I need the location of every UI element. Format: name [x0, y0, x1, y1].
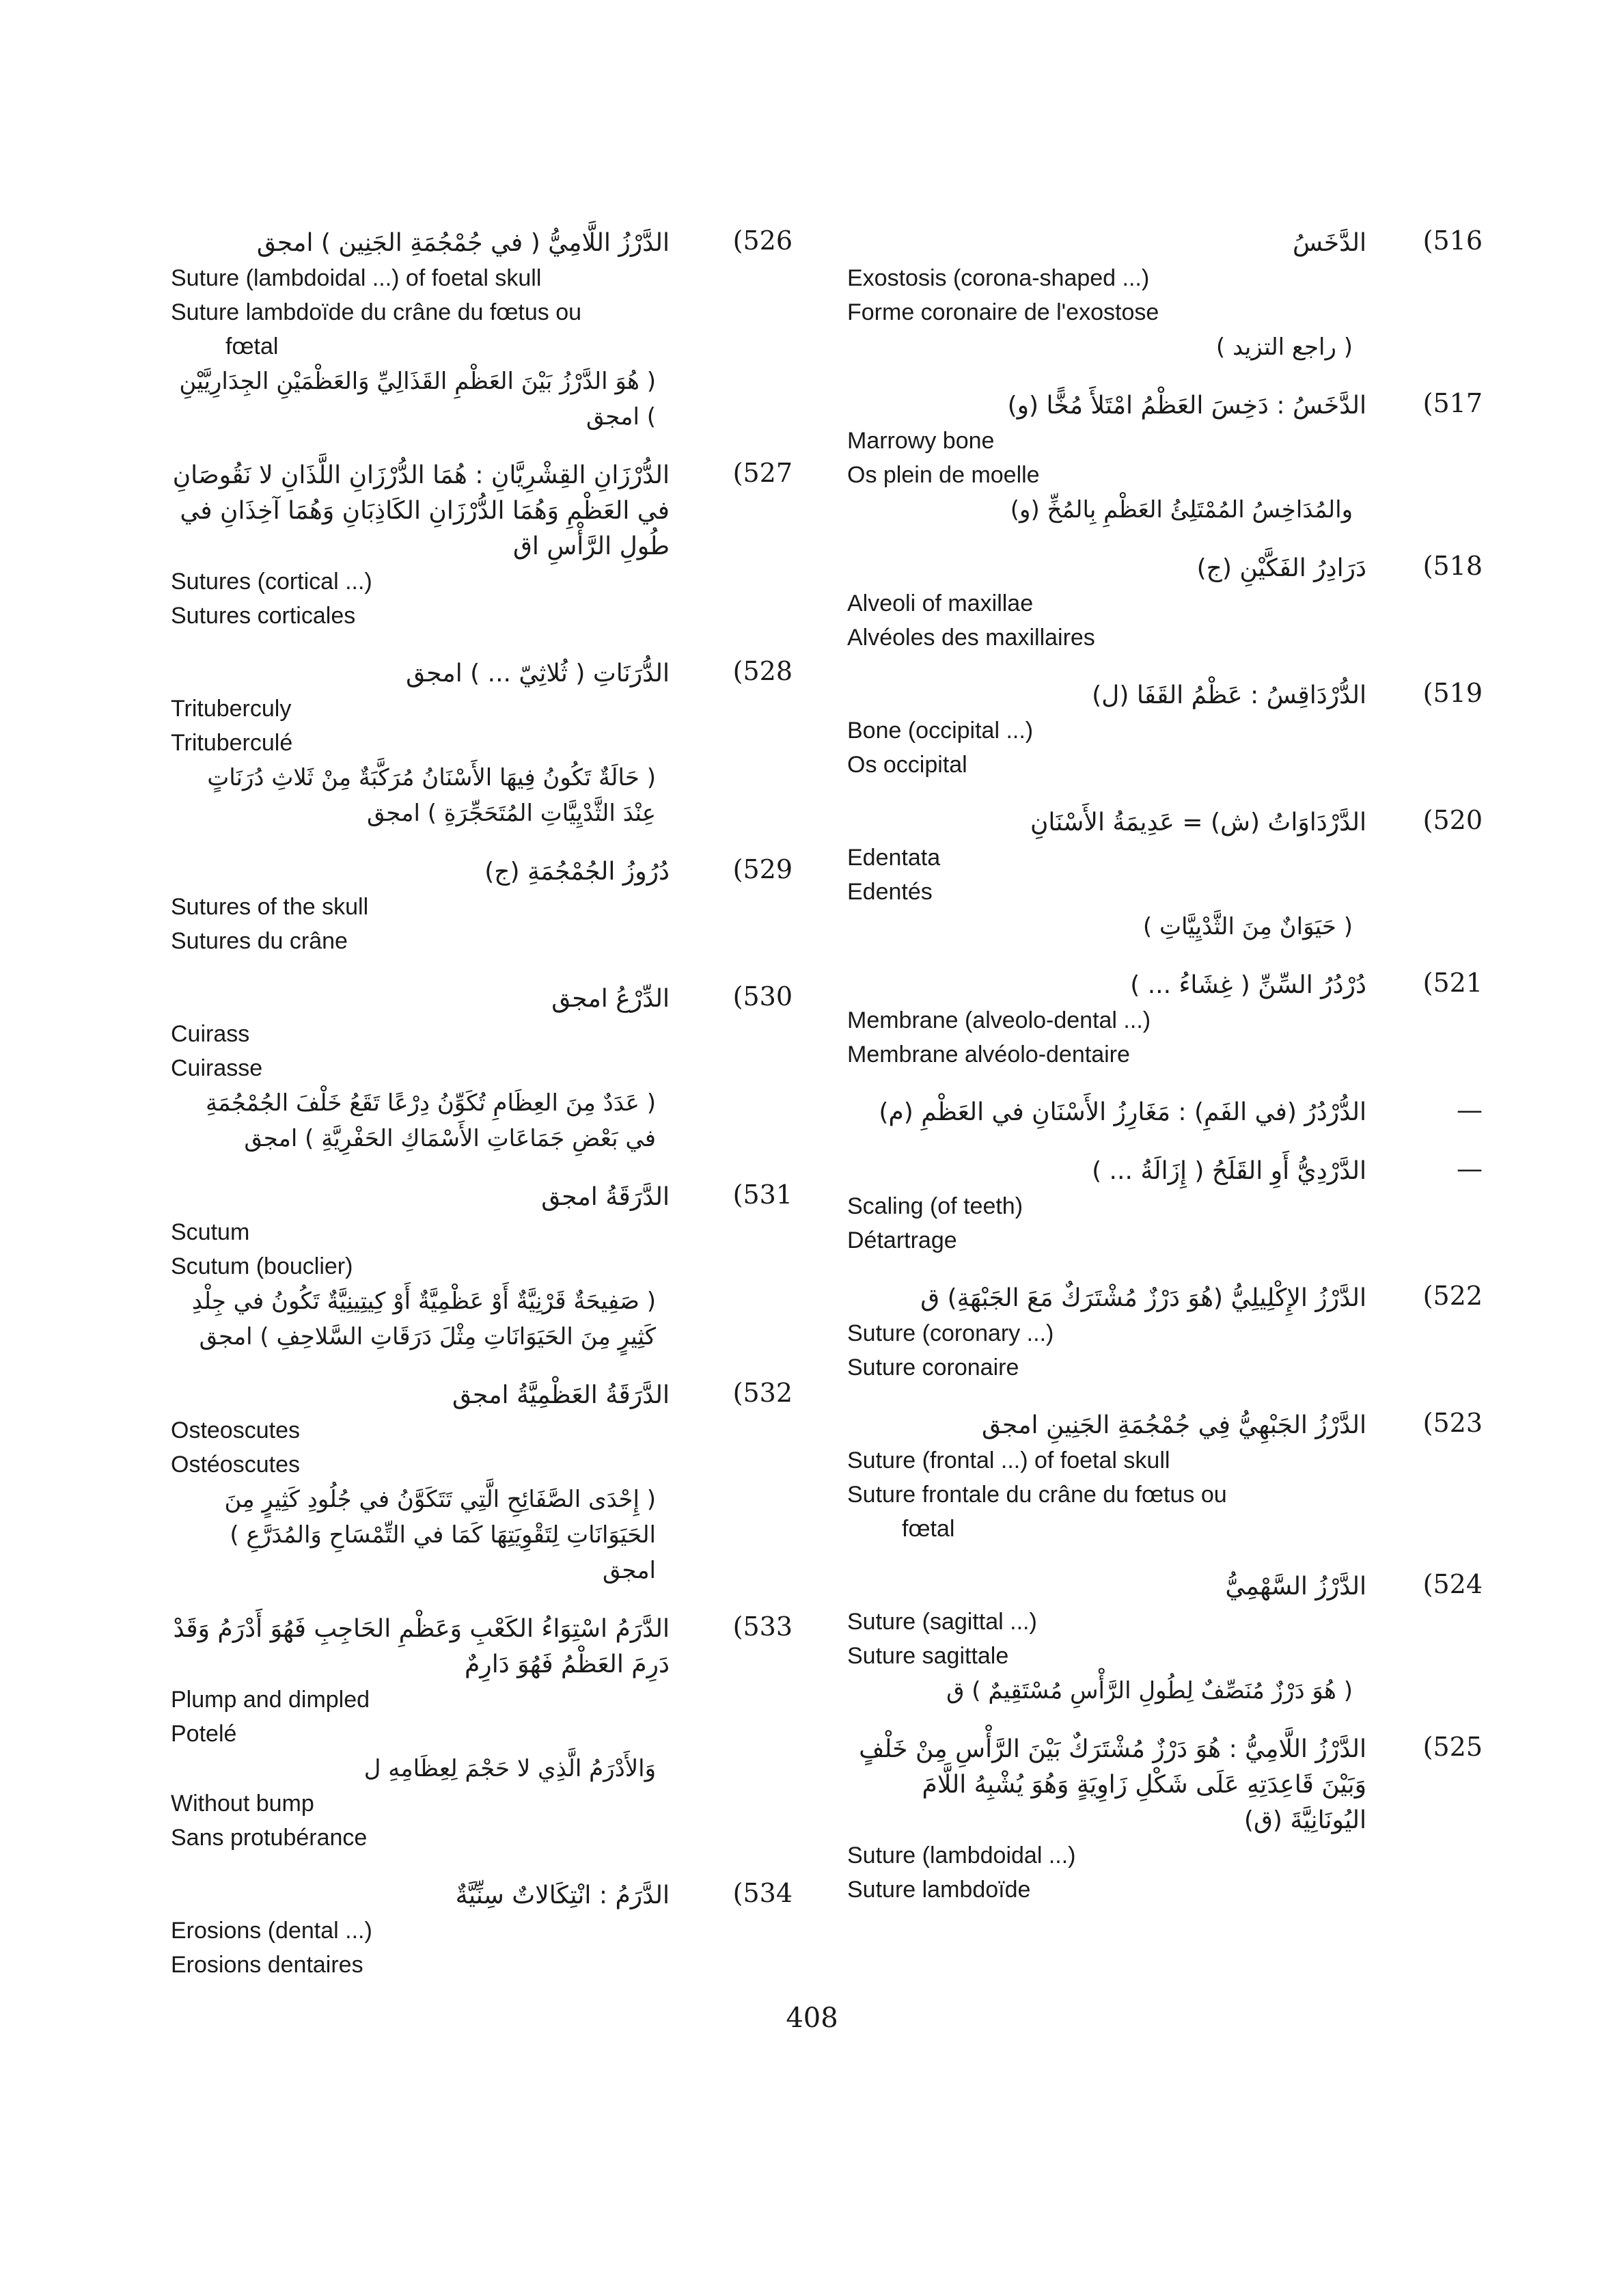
- english-term: Suture (frontal ...) of foetal skull: [847, 1447, 1170, 1473]
- entry-number: (523: [1422, 1408, 1483, 1438]
- arabic-headword: دُرُوزُ الجُمْجُمَةِ (ج): [484, 858, 670, 886]
- french-term: Edentés: [847, 879, 933, 905]
- entry-521: [847, 968, 1483, 1072]
- french-term-2: Sans protubérance: [171, 1825, 368, 1851]
- entry-number: (522: [1422, 1281, 1483, 1311]
- english-term: Osteoscutes: [171, 1417, 300, 1443]
- french-term: Os plein de moelle: [847, 462, 1040, 488]
- entry-527: [171, 458, 793, 633]
- french-term: Alvéoles des maxillaires: [847, 625, 1095, 651]
- arabic-headword: الدَّرْزُ اللَّامِيُّ : هُوَ دَرْزٌ مُشْتَرَكٌ بَيْنَ الرَّأْسِ مِنْ خَلْفٍ وَبَيْنَ قَاعِدَتِهِ عَلَى شَكْلِ زَاوِيَةٍ وَهُوَ يُشْبِهُ اللَّامَ اليُونَانِيَّةَ (ق): [859, 1735, 1366, 1834]
- entry-529: [171, 854, 793, 958]
- english-term: Suture (lambdoidal ...): [847, 1843, 1076, 1868]
- entry-number: (531: [732, 1180, 793, 1210]
- arabic-headword: الدَّرْزُ اللَّامِيُّ ( في جُمْجُمَةِ الجَنِين ) امجق: [256, 229, 670, 257]
- english-term: Sutures (cortical ...): [171, 569, 372, 595]
- french-term: Sutures corticales: [171, 603, 356, 629]
- entry-dash-1: [847, 1095, 1483, 1130]
- entry-number: (532: [732, 1378, 793, 1408]
- arabic-headword: الدَّرْدَاوَاتُ (ش) = عَدِيمَةُ الأَسْنَانِ: [1030, 808, 1366, 837]
- french-term: Détartrage: [847, 1227, 957, 1253]
- entry-number: (519: [1422, 678, 1483, 708]
- entry-number: (527: [732, 458, 793, 488]
- arabic-headword: الدُّرْدُرُ (في الفَمِ) : مَغَارِزُ الأَسْنَانِ في العَظْمِ (م): [879, 1098, 1366, 1126]
- entry-number: (530: [732, 981, 793, 1011]
- entry-526: [171, 226, 793, 435]
- french-term-cont: fœtal: [225, 334, 279, 359]
- french-term: Suture sagittale: [847, 1643, 1009, 1669]
- english-term-2: Without bump: [171, 1791, 314, 1817]
- arabic-headword: الدُّرَنَاتِ ( ثُلاثِيّ ... ) امجق: [406, 660, 670, 688]
- arabic-gloss: وَالأَدْرَمُ الَّذِي لا حَجْمَ لِعِظَامِهِ ل: [363, 1755, 656, 1782]
- arabic-gloss: ( هُوَ دَرْزٌ مُنَصِّفٌ لِطُولِ الرَّأْسِ مُسْتَقِيمٌ ) ق: [946, 1677, 1353, 1704]
- entry-532: [171, 1378, 793, 1588]
- arabic-headword: الدَّرَقَةُ امجق: [541, 1183, 670, 1211]
- arabic-gloss: ( حَالَةٌ تَكُونُ فِيهَا الأَسْنَانُ مُرَكَّبَةٌ مِنْ ثَلاثِ دُرَنَاتٍ عِنْدَ الثَّدْيِيَّاتِ المُتَحَجِّرَةِ ) امجق: [207, 764, 656, 827]
- entry-number: (518: [1422, 551, 1483, 581]
- entry-number: (534: [732, 1878, 793, 1908]
- english-term: Plump and dimpled: [171, 1687, 370, 1713]
- entry-number: (517: [1422, 388, 1483, 418]
- french-term: Trituberculé: [171, 730, 293, 756]
- entry-519: [847, 678, 1483, 782]
- entry-number: (533: [732, 1612, 793, 1642]
- french-term: Scutum (bouclier): [171, 1253, 353, 1279]
- english-term: Edentata: [847, 845, 941, 871]
- english-term: Sutures of the skull: [171, 894, 369, 920]
- french-term: Suture coronaire: [847, 1355, 1019, 1381]
- entry-528: [171, 656, 793, 831]
- entry-517: [847, 388, 1483, 528]
- arabic-headword: الدَّرْزُ الإِكْلِيلِيُّ (هُوَ دَرْزٌ مُشْتَرَكٌ مَعَ الجَبْهَةِ) ق: [920, 1284, 1366, 1312]
- right-column: [847, 226, 1483, 1930]
- arabic-headword: الدُّرْزَانِ القِشْرِيَّانِ : هُمَا الدُّرْزَانِ اللَّذَانِ لا نَقُوصَانِ في العَظْمِ وَهُمَا الدُّرْزَانِ الكَاذِبَانِ وَهُمَا آخِذَانِ في طُولِ الرَّأْسِ اق: [172, 461, 670, 560]
- french-term: Os occipital: [847, 752, 967, 778]
- french-term: Suture lambdoïde du crâne du fœtus ou: [171, 299, 582, 325]
- english-term: Suture (coronary ...): [847, 1320, 1054, 1346]
- arabic-headword: الدَّرْدِيُّ أَوِ القَلَحُ ( إِزَالَةُ ... ): [1092, 1157, 1366, 1185]
- entry-520: [847, 805, 1483, 944]
- french-term: Cuirasse: [171, 1055, 263, 1081]
- english-term: Scaling (of teeth): [847, 1193, 1023, 1219]
- french-term: Sutures du crâne: [171, 928, 348, 954]
- english-term: Suture (sagittal ...): [847, 1609, 1037, 1635]
- entry-516: [847, 226, 1483, 365]
- arabic-gloss: ( عَدَدٌ مِنَ العِظَامِ تُكَوِّنُ دِرْعًا تَقَعُ خَلْفَ الجُمْجُمَةِ في بَعْضِ جَمَاعَاتِ الأَسْمَاكِ الحَفْرِيَّةِ ) امجق: [205, 1089, 656, 1152]
- french-term: Suture lambdoïde: [847, 1877, 1031, 1903]
- english-term: Membrane (alveolo-dental ...): [847, 1007, 1151, 1033]
- arabic-headword: الدَّرْزُ الجَبْهِيُّ فِي جُمْجُمَةِ الجَنِينِ امجق: [981, 1411, 1366, 1439]
- arabic-gloss: ( حَيَوَانٌ مِنَ الثَّدْيِيَّاتِ ): [1142, 913, 1353, 940]
- entry-530: [171, 981, 793, 1156]
- french-term: Forme coronaire de l'exostose: [847, 299, 1159, 325]
- arabic-headword: الدَّرْزُ السَّهْمِيُّ: [1225, 1573, 1366, 1601]
- entry-number: —: [1457, 1095, 1483, 1125]
- arabic-headword: الدَّخَسُ : دَخِسَ العَظْمُ امْتَلأَ مُخًّا (و): [1007, 392, 1366, 420]
- entry-523: [847, 1408, 1483, 1546]
- english-term: Exostosis (corona-shaped ...): [847, 265, 1150, 291]
- english-term: Alveoli of maxillae: [847, 590, 1034, 616]
- arabic-headword: الدِّرْعُ امجق: [551, 985, 670, 1013]
- arabic-headword: دَرَادِرُ الفَكَّيْنِ (ج): [1196, 554, 1366, 582]
- arabic-headword: الدَّرَقَةُ العَظْمِيَّةُ امجق: [452, 1381, 670, 1409]
- entry-number: (524: [1422, 1569, 1483, 1599]
- arabic-headword: الدَّرَمُ اسْتِوَاءُ الكَعْبِ وَعَظْمِ الحَاجِبِ فَهُوَ أَدْرَمُ وَقَدْ دَرِمَ العَظْمُ فَهُوَ دَارِمٌ: [173, 1615, 670, 1678]
- entry-number: (521: [1422, 968, 1483, 998]
- arabic-headword: الدَّرَمُ : انْتِكَالاتٌ سِنِّيَّةٌ: [455, 1881, 670, 1909]
- entry-number: (520: [1422, 805, 1483, 835]
- entry-525: [847, 1732, 1483, 1907]
- entry-dash-2: [847, 1154, 1483, 1257]
- french-term: Suture frontale du crâne du fœtus ou: [847, 1482, 1227, 1508]
- english-term: Scutum: [171, 1219, 250, 1245]
- page-number: 408: [786, 2002, 838, 2034]
- entry-524: [847, 1569, 1483, 1709]
- entry-533: [171, 1612, 793, 1855]
- arabic-gloss: ( صَفِيحَةٌ قَرْنِيَّةٌ أَوْ عَظْمِيَّةٌ أَوْ كِيتِينِيَّةٌ تَكُونُ في جِلْدِ كَثِيرٍ مِنَ الحَيَوَانَاتِ مِثْلَ دَرَقَاتِ السَّلاحِفِ ) امجق: [191, 1288, 656, 1350]
- french-term: Potelé: [171, 1721, 237, 1747]
- entry-number: (516: [1422, 226, 1483, 256]
- english-term: Cuirass: [171, 1021, 250, 1047]
- arabic-headword: دُرْدُرُ السِّنِّ ( غِشَاءُ ... ): [1130, 971, 1366, 999]
- entry-number: (526: [732, 226, 793, 256]
- entry-531: [171, 1180, 793, 1355]
- entry-number: (528: [732, 656, 793, 686]
- entry-522: [847, 1281, 1483, 1385]
- french-term: Membrane alvéolo-dentaire: [847, 1042, 1130, 1068]
- left-column: [171, 226, 793, 2005]
- entry-number: (525: [1422, 1732, 1483, 1762]
- entry-534: [171, 1878, 793, 1982]
- arabic-gloss: والمُدَاخِسُ المُمْتَلِئُ العَظْمِ بِالمُخِّ (و): [1010, 496, 1353, 524]
- entry-number: —: [1457, 1154, 1483, 1184]
- english-term: Suture (lambdoidal ...) of foetal skull: [171, 265, 542, 291]
- french-term: Erosions dentaires: [171, 1952, 363, 1978]
- arabic-gloss: ( راجع التزيد ): [1215, 334, 1353, 361]
- arabic-headword: الدُّرْدَاقِسُ : عَظْمُ القَفَا (ل): [1092, 681, 1366, 709]
- french-term-cont: fœtal: [902, 1516, 955, 1542]
- arabic-gloss: ( هُوَ الدَّرْزُ بَيْنَ العَظْمِ القَذَالِيِّ وَالعَظْمَيْنِ الجِدَارِيَّيْنِ ) امجق: [179, 368, 656, 431]
- english-term: Erosions (dental ...): [171, 1918, 372, 1944]
- french-term: Ostéoscutes: [171, 1452, 300, 1478]
- english-term: Bone (occipital ...): [847, 718, 1034, 744]
- entry-518: [847, 551, 1483, 655]
- entry-number: (529: [732, 854, 793, 884]
- arabic-headword: الدَّخَسُ: [1292, 229, 1366, 257]
- english-term: Trituberculy: [171, 696, 292, 722]
- english-term: Marrowy bone: [847, 428, 995, 454]
- arabic-gloss: ( إِحْدَى الصَّفَائِحِ الَّتِي تَتَكَوَّنُ في جُلُودِ كَثِيرٍ مِنَ الحَيَوَانَاتِ لِتَقْوِيَتِهَا كَمَا في التِّمْسَاحِ وَالمُدَرَّعِ ) امجق: [224, 1486, 656, 1584]
